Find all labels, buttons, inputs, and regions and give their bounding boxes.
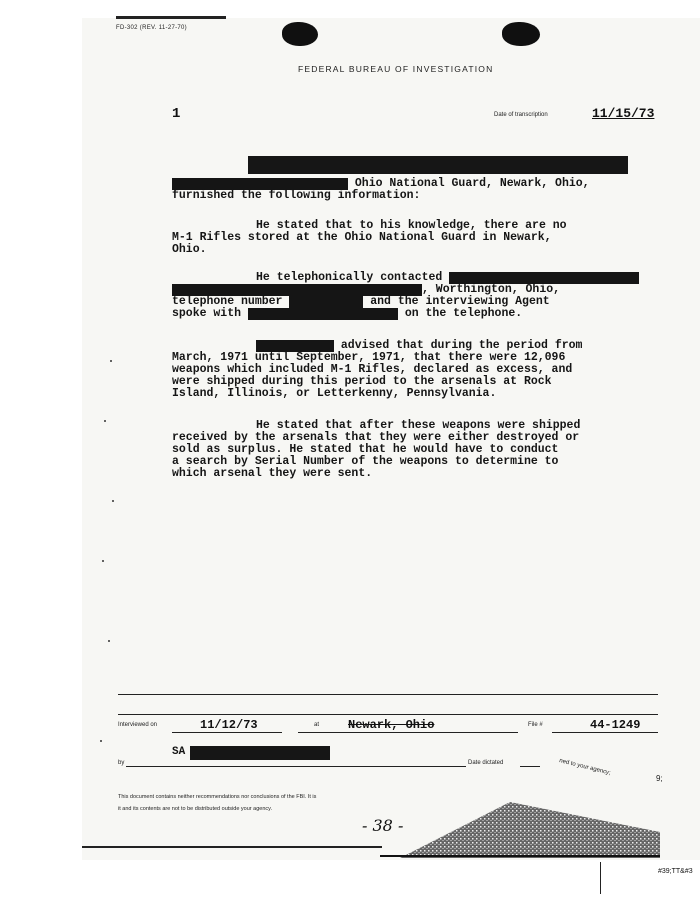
top-edge-mark [116, 16, 226, 19]
p2-line3: Ohio. [172, 243, 207, 256]
interviewed-on-label: Interviewed on [118, 722, 158, 728]
paragraph-2 [172, 220, 662, 256]
p3-line3a: telephone number [172, 295, 283, 308]
at-label: at [314, 722, 320, 728]
margin-speck [112, 500, 114, 502]
p4-line4: were shipped during this period to the arsenals at Rock [172, 375, 552, 388]
margin-speck [102, 560, 104, 562]
p3-line4b: on the telephone. [404, 307, 523, 320]
disclaimer-line-2: it and its contents are not to be distributed outside your agency. [118, 806, 272, 812]
p3-line3b: and the interviewing Agent [370, 295, 550, 308]
p4-line2: March, 1971 until September, 1971, that there were 12,096 [172, 351, 566, 364]
file-label: File # [528, 722, 543, 728]
interviewed-on-line [172, 732, 282, 733]
margin-speck [108, 640, 110, 642]
paragraph-5 [172, 420, 662, 480]
redaction-block [248, 156, 628, 174]
paragraph-3 [172, 272, 662, 320]
location-value: Newark, Ohio [348, 718, 435, 732]
loaned-note: ned to your agency; [558, 758, 612, 777]
p5-line4: a search by Serial Number of the weapons to determine to [172, 455, 559, 468]
margin-speck [104, 420, 106, 422]
agency-heading: FEDERAL BUREAU OF INVESTIGATION [298, 64, 494, 74]
sa-prefix: SA [172, 746, 186, 758]
p5-line2: received by the arsenals that they were either destroyed or [172, 431, 580, 444]
paragraph-4 [172, 340, 662, 400]
p4-line5: Island, Illinois, or Letterkenny, Pennsylvania. [172, 387, 497, 400]
footer-top-rule [118, 694, 658, 695]
by-line [126, 766, 466, 767]
date-dictated-label: Date dictated [468, 760, 504, 766]
side-number: 9; [656, 774, 663, 783]
location-line [298, 732, 518, 733]
p1-line1: Ohio National Guard, Newark, Ohio, [354, 177, 590, 190]
redaction-block [190, 746, 330, 760]
ink-blot-right [502, 22, 540, 46]
transcription-date: 11/15/73 [592, 106, 655, 121]
p3-line1: He telephonically contacted [256, 271, 443, 284]
file-line [552, 732, 658, 733]
form-number: FD-302 (REV. 11-27-70) [116, 25, 187, 31]
p5-line5: which arsenal they were sent. [172, 467, 373, 480]
footer-second-rule [118, 714, 658, 715]
margin-speck [100, 740, 102, 742]
stray-text: #39;TT&#3 [658, 868, 693, 875]
file-value: 44-1249 [590, 718, 641, 732]
p1-line2: furnished the following information: [172, 189, 421, 202]
transcription-label: Date of transcription [494, 112, 548, 118]
p3-line2: , Worthington, Ohio, [422, 283, 561, 296]
paragraph-1 [172, 178, 662, 202]
torn-corner-shading [380, 790, 660, 860]
ink-blot-left [282, 22, 318, 46]
by-label: by [118, 760, 125, 766]
interviewed-on-value: 11/12/73 [200, 718, 258, 732]
p2-line2: M-1 Rifles stored at the Ohio National Guard in Newark, [172, 231, 552, 244]
date-dictated-line [520, 766, 540, 767]
margin-speck [110, 360, 112, 362]
p3-line4a: spoke with [172, 307, 242, 320]
p5-line3: sold as surplus. He stated that he would have to conduct [172, 443, 559, 456]
stray-vertical-mark [600, 862, 601, 894]
redaction-block [248, 308, 398, 320]
p4-line1: advised that during the period from [340, 339, 583, 352]
p5-line1: He stated that after these weapons were shipped [256, 419, 581, 432]
bottom-left-rule [82, 846, 382, 848]
page-number: 1 [172, 106, 181, 122]
redaction-block [289, 296, 363, 308]
handwritten-page-number: - 38 - [362, 816, 404, 835]
disclaimer-line-1: This document contains neither recommendations nor conclusions of the FBI. It is [118, 794, 317, 800]
p2-line1: He stated that to his knowledge, there are no [256, 219, 567, 232]
p4-line3: weapons which included M-1 Rifles, declared as excess, and [172, 363, 573, 376]
